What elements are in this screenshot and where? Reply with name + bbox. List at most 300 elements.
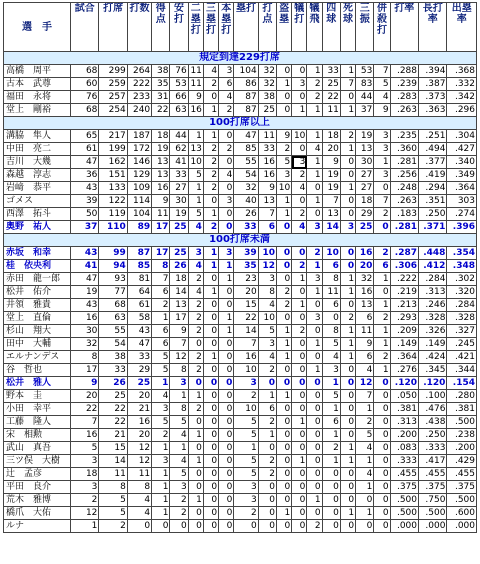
stat-cell: 264 <box>127 65 151 78</box>
stat-cell: 6 <box>322 260 340 273</box>
stat-cell: 5 <box>99 507 127 520</box>
stat-cell: 0 <box>307 416 322 429</box>
stat-cell: 6 <box>356 351 374 364</box>
stat-cell: 5 <box>356 429 374 442</box>
stat-cell: 162 <box>99 156 127 169</box>
table-row <box>4 429 477 442</box>
stat-cell: 25 <box>258 104 276 117</box>
stat-cell: .419 <box>419 169 447 182</box>
stat-cell: 18 <box>322 130 340 143</box>
stat-cell: 1 <box>374 273 390 286</box>
stat-cell: 20 <box>322 143 340 156</box>
stat-cell: .500 <box>419 507 447 520</box>
stat-cell: 68 <box>70 65 98 78</box>
stat-cell: 22 <box>152 104 170 117</box>
stat-cell: 1 <box>188 195 203 208</box>
stat-cell: 58 <box>127 312 151 325</box>
stat-cell: 2 <box>292 325 307 338</box>
stat-cell: .120 <box>419 377 447 390</box>
stat-cell: 10 <box>292 130 307 143</box>
table-row <box>4 169 477 182</box>
stat-cell: 17 <box>170 312 188 325</box>
stat-cell: .363 <box>419 104 447 117</box>
stat-cell: 4 <box>219 91 234 104</box>
stat-cell: 0 <box>219 507 234 520</box>
stat-cell: 2 <box>152 299 170 312</box>
stat-cell: 63 <box>170 104 188 117</box>
stat-cell: 104 <box>234 65 258 78</box>
stat-cell: 4 <box>307 143 322 156</box>
stat-cell: 303 <box>447 195 477 208</box>
stat-cell: 22 <box>70 403 98 416</box>
stat-cell: 2 <box>340 312 355 325</box>
stat-cell: 0 <box>234 520 258 533</box>
header-col-8: 本塁打 <box>219 3 234 52</box>
stat-cell: .348 <box>447 260 477 273</box>
stat-cell: 0 <box>374 221 390 234</box>
stat-cell: 37 <box>70 221 98 234</box>
stat-cell: 44 <box>170 130 188 143</box>
stat-cell: 199 <box>99 143 127 156</box>
stat-cell: .306 <box>390 260 418 273</box>
stat-cell: 32 <box>258 65 276 78</box>
stat-cell: 3 <box>219 195 234 208</box>
stat-cell: 6 <box>322 416 340 429</box>
stat-cell: 1 <box>152 494 170 507</box>
stat-cell: .281 <box>390 221 418 234</box>
stat-cell: 0 <box>219 130 234 143</box>
stat-cell: 25 <box>127 377 151 390</box>
player-name: 井領 雅貴 <box>4 299 71 312</box>
stat-cell: 0 <box>292 364 307 377</box>
stat-cell: 33 <box>234 221 258 234</box>
stat-cell: 10 <box>258 247 276 260</box>
stat-cell: 12 <box>356 377 374 390</box>
stat-cell: 1 <box>340 351 355 364</box>
player-name: 田中 大輔 <box>4 338 71 351</box>
stat-cell: 60 <box>70 78 98 91</box>
stat-cell: 3 <box>234 494 258 507</box>
table-row <box>4 91 477 104</box>
stat-cell: .354 <box>447 247 477 260</box>
stat-cell: 3 <box>258 273 276 286</box>
player-name: 平田 良介 <box>4 481 71 494</box>
stat-cell: 0 <box>292 195 307 208</box>
stat-cell: 1 <box>356 507 374 520</box>
stat-cell: 15 <box>234 299 258 312</box>
section-header <box>4 117 477 130</box>
stat-cell: 0 <box>340 169 355 182</box>
stat-cell: 2 <box>322 442 340 455</box>
stat-cell: 217 <box>99 130 127 143</box>
stat-cell: 0 <box>258 507 276 520</box>
stat-cell: .235 <box>390 130 418 143</box>
table-row <box>4 182 477 195</box>
stat-cell: .381 <box>447 403 477 416</box>
stat-cell: 0 <box>374 442 390 455</box>
player-name: ルナ <box>4 520 71 533</box>
stat-cell: 61 <box>127 299 151 312</box>
stat-cell: 1 <box>276 208 291 221</box>
stat-cell: 19 <box>356 130 374 143</box>
stat-cell: 8 <box>127 481 151 494</box>
stat-cell: .429 <box>447 455 477 468</box>
stat-cell: .149 <box>419 338 447 351</box>
stat-cell: 0 <box>203 299 218 312</box>
table-row <box>4 130 477 143</box>
stat-cell: 0 <box>203 468 218 481</box>
header-col-13: 犠飛 <box>307 3 322 52</box>
stat-cell: .427 <box>447 143 477 156</box>
stat-cell: 13 <box>188 143 203 156</box>
header-col-6: 二塁打 <box>188 3 203 52</box>
stat-cell: .424 <box>419 351 447 364</box>
stat-cell: 1 <box>340 338 355 351</box>
stat-cell: 2 <box>203 221 218 234</box>
stat-cell: .349 <box>447 169 477 182</box>
stat-cell: .219 <box>390 286 418 299</box>
table-row <box>4 390 477 403</box>
stat-cell: 5 <box>374 78 390 91</box>
stat-cell: 9 <box>70 377 98 390</box>
stat-cell: .381 <box>390 403 418 416</box>
stat-cell: .494 <box>419 143 447 156</box>
stat-cell: 43 <box>70 299 98 312</box>
stat-cell: 1 <box>170 390 188 403</box>
stat-cell: .200 <box>447 442 477 455</box>
stat-cell: 7 <box>258 208 276 221</box>
stat-cell: 2 <box>170 494 188 507</box>
stat-cell: 1 <box>340 182 355 195</box>
stat-cell: 4 <box>219 169 234 182</box>
stat-cell: 0 <box>292 312 307 325</box>
stat-cell: 3 <box>70 481 98 494</box>
player-name: 古本 武尊 <box>4 78 71 91</box>
stat-cell: 0 <box>188 377 203 390</box>
stat-cell: 1 <box>292 299 307 312</box>
stat-cell: 61 <box>70 143 98 156</box>
stat-cell: 20 <box>127 429 151 442</box>
stat-cell: 0 <box>276 377 291 390</box>
stat-cell: 1 <box>340 286 355 299</box>
player-name: 赤田 龍一郎 <box>4 273 71 286</box>
stat-cell: 2 <box>188 364 203 377</box>
stat-cell: 1 <box>276 507 291 520</box>
stat-cell: 2 <box>307 520 322 533</box>
stat-cell: .149 <box>390 338 418 351</box>
stat-cell: 13 <box>152 169 170 182</box>
stat-cell: 6 <box>374 260 390 273</box>
stat-cell: 25 <box>99 390 127 403</box>
stat-cell: 0 <box>188 416 203 429</box>
stat-cell: .387 <box>419 78 447 91</box>
stat-cell: 1 <box>219 273 234 286</box>
stat-cell: 19 <box>170 208 188 221</box>
stat-cell: .100 <box>419 390 447 403</box>
table-row <box>4 299 477 312</box>
table-row <box>4 78 477 91</box>
stat-cell: 8 <box>322 273 340 286</box>
section-title: 100打席以上 <box>4 117 477 130</box>
stat-cell: 1 <box>307 494 322 507</box>
stat-cell: 0 <box>276 104 291 117</box>
stat-cell: 83 <box>356 78 374 91</box>
stat-cell: 0 <box>188 468 203 481</box>
stat-cell: .340 <box>447 156 477 169</box>
stat-cell: 7 <box>234 338 258 351</box>
table-row <box>4 442 477 455</box>
table-row <box>4 416 477 429</box>
stat-cell: 0 <box>188 338 203 351</box>
stat-cell: 259 <box>99 78 127 91</box>
stat-cell: 0 <box>276 429 291 442</box>
stat-cell: 172 <box>127 143 151 156</box>
stat-cell: 39 <box>70 195 98 208</box>
stat-cell: 0 <box>219 338 234 351</box>
stat-cell: 0 <box>203 195 218 208</box>
stat-cell: 0 <box>203 494 218 507</box>
stat-cell: 110 <box>99 221 127 234</box>
stat-cell: 4 <box>203 65 218 78</box>
stat-cell: 14 <box>322 221 340 234</box>
section-title: 規定到達229打席 <box>4 52 477 65</box>
stat-cell: 10 <box>322 247 340 260</box>
stat-cell: 0 <box>219 468 234 481</box>
table-row <box>4 481 477 494</box>
table-row <box>4 494 477 507</box>
stat-cell: 32 <box>234 182 258 195</box>
stat-cell: 0 <box>340 377 355 390</box>
stat-cell: 0 <box>340 156 355 169</box>
stat-cell: 0 <box>292 520 307 533</box>
stat-cell: 119 <box>99 208 127 221</box>
table-row <box>4 364 477 377</box>
stat-cell: 26 <box>170 260 188 273</box>
stat-cell: 9 <box>322 156 340 169</box>
stat-cell: 77 <box>99 286 127 299</box>
stat-cell: 9 <box>170 325 188 338</box>
stat-cell: 0 <box>340 195 355 208</box>
player-name: 奥野 祐人 <box>4 221 71 234</box>
stat-cell: 233 <box>127 91 151 104</box>
stat-cell: 18 <box>170 273 188 286</box>
stat-cell: 7 <box>374 195 390 208</box>
stat-cell: 8 <box>152 260 170 273</box>
stat-cell: 0 <box>203 429 218 442</box>
header-row <box>4 3 477 52</box>
stat-cell: 2 <box>152 429 170 442</box>
stat-cell: 0 <box>340 91 355 104</box>
header-col-18: 打率 <box>390 3 418 52</box>
stat-cell: .320 <box>447 286 477 299</box>
stat-cell: 0 <box>340 208 355 221</box>
stat-cell: 0 <box>203 273 218 286</box>
stat-cell: 1 <box>340 143 355 156</box>
stat-cell: 3 <box>322 364 340 377</box>
stat-cell: 0 <box>307 351 322 364</box>
stat-cell: 13 <box>322 208 340 221</box>
player-name: エルナンデス <box>4 351 71 364</box>
stat-cell: 0 <box>292 351 307 364</box>
stat-cell: 2 <box>219 143 234 156</box>
stat-cell: 2 <box>276 299 291 312</box>
stat-cell: .375 <box>447 481 477 494</box>
stat-cell: 38 <box>258 91 276 104</box>
stat-cell: 0 <box>292 507 307 520</box>
stat-cell: 16 <box>127 416 151 429</box>
stat-cell: 0 <box>292 403 307 416</box>
stat-cell: .455 <box>390 468 418 481</box>
stat-cell: 0 <box>258 377 276 390</box>
stat-cell: 2 <box>292 260 307 273</box>
stat-cell: 87 <box>234 91 258 104</box>
batting-stats-table <box>3 2 477 533</box>
stat-cell: 1 <box>307 65 322 78</box>
stat-cell: .304 <box>447 130 477 143</box>
stat-cell: 1 <box>340 507 355 520</box>
stat-cell: 0 <box>307 455 322 468</box>
stat-cell: .333 <box>419 442 447 455</box>
stat-cell: 16 <box>258 169 276 182</box>
stat-cell: 11 <box>188 78 203 91</box>
stat-cell: 9 <box>276 130 291 143</box>
stat-cell: 4 <box>374 91 390 104</box>
stat-cell: 16 <box>356 247 374 260</box>
stat-cell: 3 <box>219 65 234 78</box>
stat-cell: 16 <box>70 312 98 325</box>
stat-cell: 11 <box>188 65 203 78</box>
stat-cell: 8 <box>322 325 340 338</box>
stat-cell: 5 <box>70 442 98 455</box>
stat-cell: 1 <box>322 455 340 468</box>
stat-cell: 3 <box>307 221 322 234</box>
stat-cell: 16 <box>188 104 203 117</box>
stat-cell: 0 <box>258 442 276 455</box>
stat-cell: 109 <box>127 182 151 195</box>
stat-cell: 0 <box>307 481 322 494</box>
stat-cell: 33 <box>322 65 340 78</box>
stat-cell: 0 <box>292 468 307 481</box>
stat-cell: 0 <box>219 377 234 390</box>
stat-cell: 13 <box>356 299 374 312</box>
stat-cell: .274 <box>447 208 477 221</box>
stat-cell: 0 <box>307 507 322 520</box>
stat-cell: 0 <box>258 494 276 507</box>
stat-cell: 19 <box>322 169 340 182</box>
stat-cell: 7 <box>340 78 355 91</box>
stat-cell: 0 <box>219 403 234 416</box>
stat-cell: 0 <box>340 416 355 429</box>
stat-cell: 62 <box>170 143 188 156</box>
stat-cell: 0 <box>219 156 234 169</box>
stat-cell: 0 <box>203 507 218 520</box>
stat-cell: 0 <box>152 520 170 533</box>
stat-cell: 25 <box>170 221 188 234</box>
stat-cell: 2 <box>203 182 218 195</box>
stat-cell: 0 <box>292 143 307 156</box>
stat-cell: .476 <box>419 403 447 416</box>
stat-cell: .250 <box>419 429 447 442</box>
stat-cell: 37 <box>356 104 374 117</box>
stat-cell: 13 <box>356 143 374 156</box>
stat-cell: 1 <box>374 325 390 338</box>
stat-cell: 33 <box>99 364 127 377</box>
stat-cell: 3 <box>234 377 258 390</box>
stat-cell: 8 <box>99 481 127 494</box>
stat-cell: 2 <box>340 130 355 143</box>
stat-cell: .238 <box>447 429 477 442</box>
stat-cell: .000 <box>390 520 418 533</box>
stat-cell: .251 <box>419 130 447 143</box>
stat-cell: 40 <box>234 195 258 208</box>
stat-cell: 6 <box>356 312 374 325</box>
stat-cell: 1 <box>307 260 322 273</box>
stat-cell: .287 <box>390 247 418 260</box>
stat-cell: 0 <box>374 520 390 533</box>
header-player: 選 手 <box>4 3 71 52</box>
stat-cell: 4 <box>188 221 203 234</box>
stat-cell: 29 <box>356 208 374 221</box>
stat-cell: 4 <box>127 507 151 520</box>
stat-cell: 0 <box>276 494 291 507</box>
stat-cell: 254 <box>99 104 127 117</box>
stat-cell: 31 <box>152 91 170 104</box>
stat-cell: 0 <box>219 351 234 364</box>
stat-cell: 55 <box>234 156 258 169</box>
stat-cell: 7 <box>374 65 390 78</box>
stat-cell: .313 <box>390 416 418 429</box>
stat-cell: .328 <box>419 312 447 325</box>
stat-cell: 0 <box>374 390 390 403</box>
stat-cell: 6 <box>152 286 170 299</box>
stat-cell: 0 <box>188 481 203 494</box>
stat-cell: 0 <box>219 429 234 442</box>
stat-cell: 129 <box>127 169 151 182</box>
stat-cell: .333 <box>390 455 418 468</box>
stat-cell: 11 <box>322 104 340 117</box>
stat-cell: 0 <box>203 520 218 533</box>
stat-cell: 0 <box>203 312 218 325</box>
stat-cell: 9 <box>374 104 390 117</box>
stat-cell: .342 <box>447 91 477 104</box>
stat-cell: 5 <box>234 455 258 468</box>
stat-cell: 0 <box>219 182 234 195</box>
stat-cell: .245 <box>447 338 477 351</box>
stat-cell: 2 <box>276 143 291 156</box>
stat-cell: 1 <box>188 182 203 195</box>
stat-cell: 1 <box>188 390 203 403</box>
stat-cell: 2 <box>307 247 322 260</box>
stat-cell: 5 <box>234 429 258 442</box>
stat-cell: 35 <box>152 78 170 91</box>
stat-cell: 4 <box>356 364 374 377</box>
stat-cell: 0 <box>292 442 307 455</box>
stat-cell: 11 <box>127 468 151 481</box>
stat-cell: 0 <box>356 494 374 507</box>
stat-cell: 2 <box>374 312 390 325</box>
stat-cell: 1 <box>322 403 340 416</box>
header-col-5: 安打 <box>170 3 188 52</box>
stat-cell: 0 <box>276 65 291 78</box>
stat-cell: 0 <box>258 520 276 533</box>
stat-cell: .281 <box>390 156 418 169</box>
stat-cell: 5 <box>152 351 170 364</box>
stat-cell: 1 <box>374 156 390 169</box>
stat-cell: 1 <box>203 130 218 143</box>
stat-cell: 3 <box>374 130 390 143</box>
stat-cell: 0 <box>340 247 355 260</box>
stat-cell: 0 <box>374 494 390 507</box>
